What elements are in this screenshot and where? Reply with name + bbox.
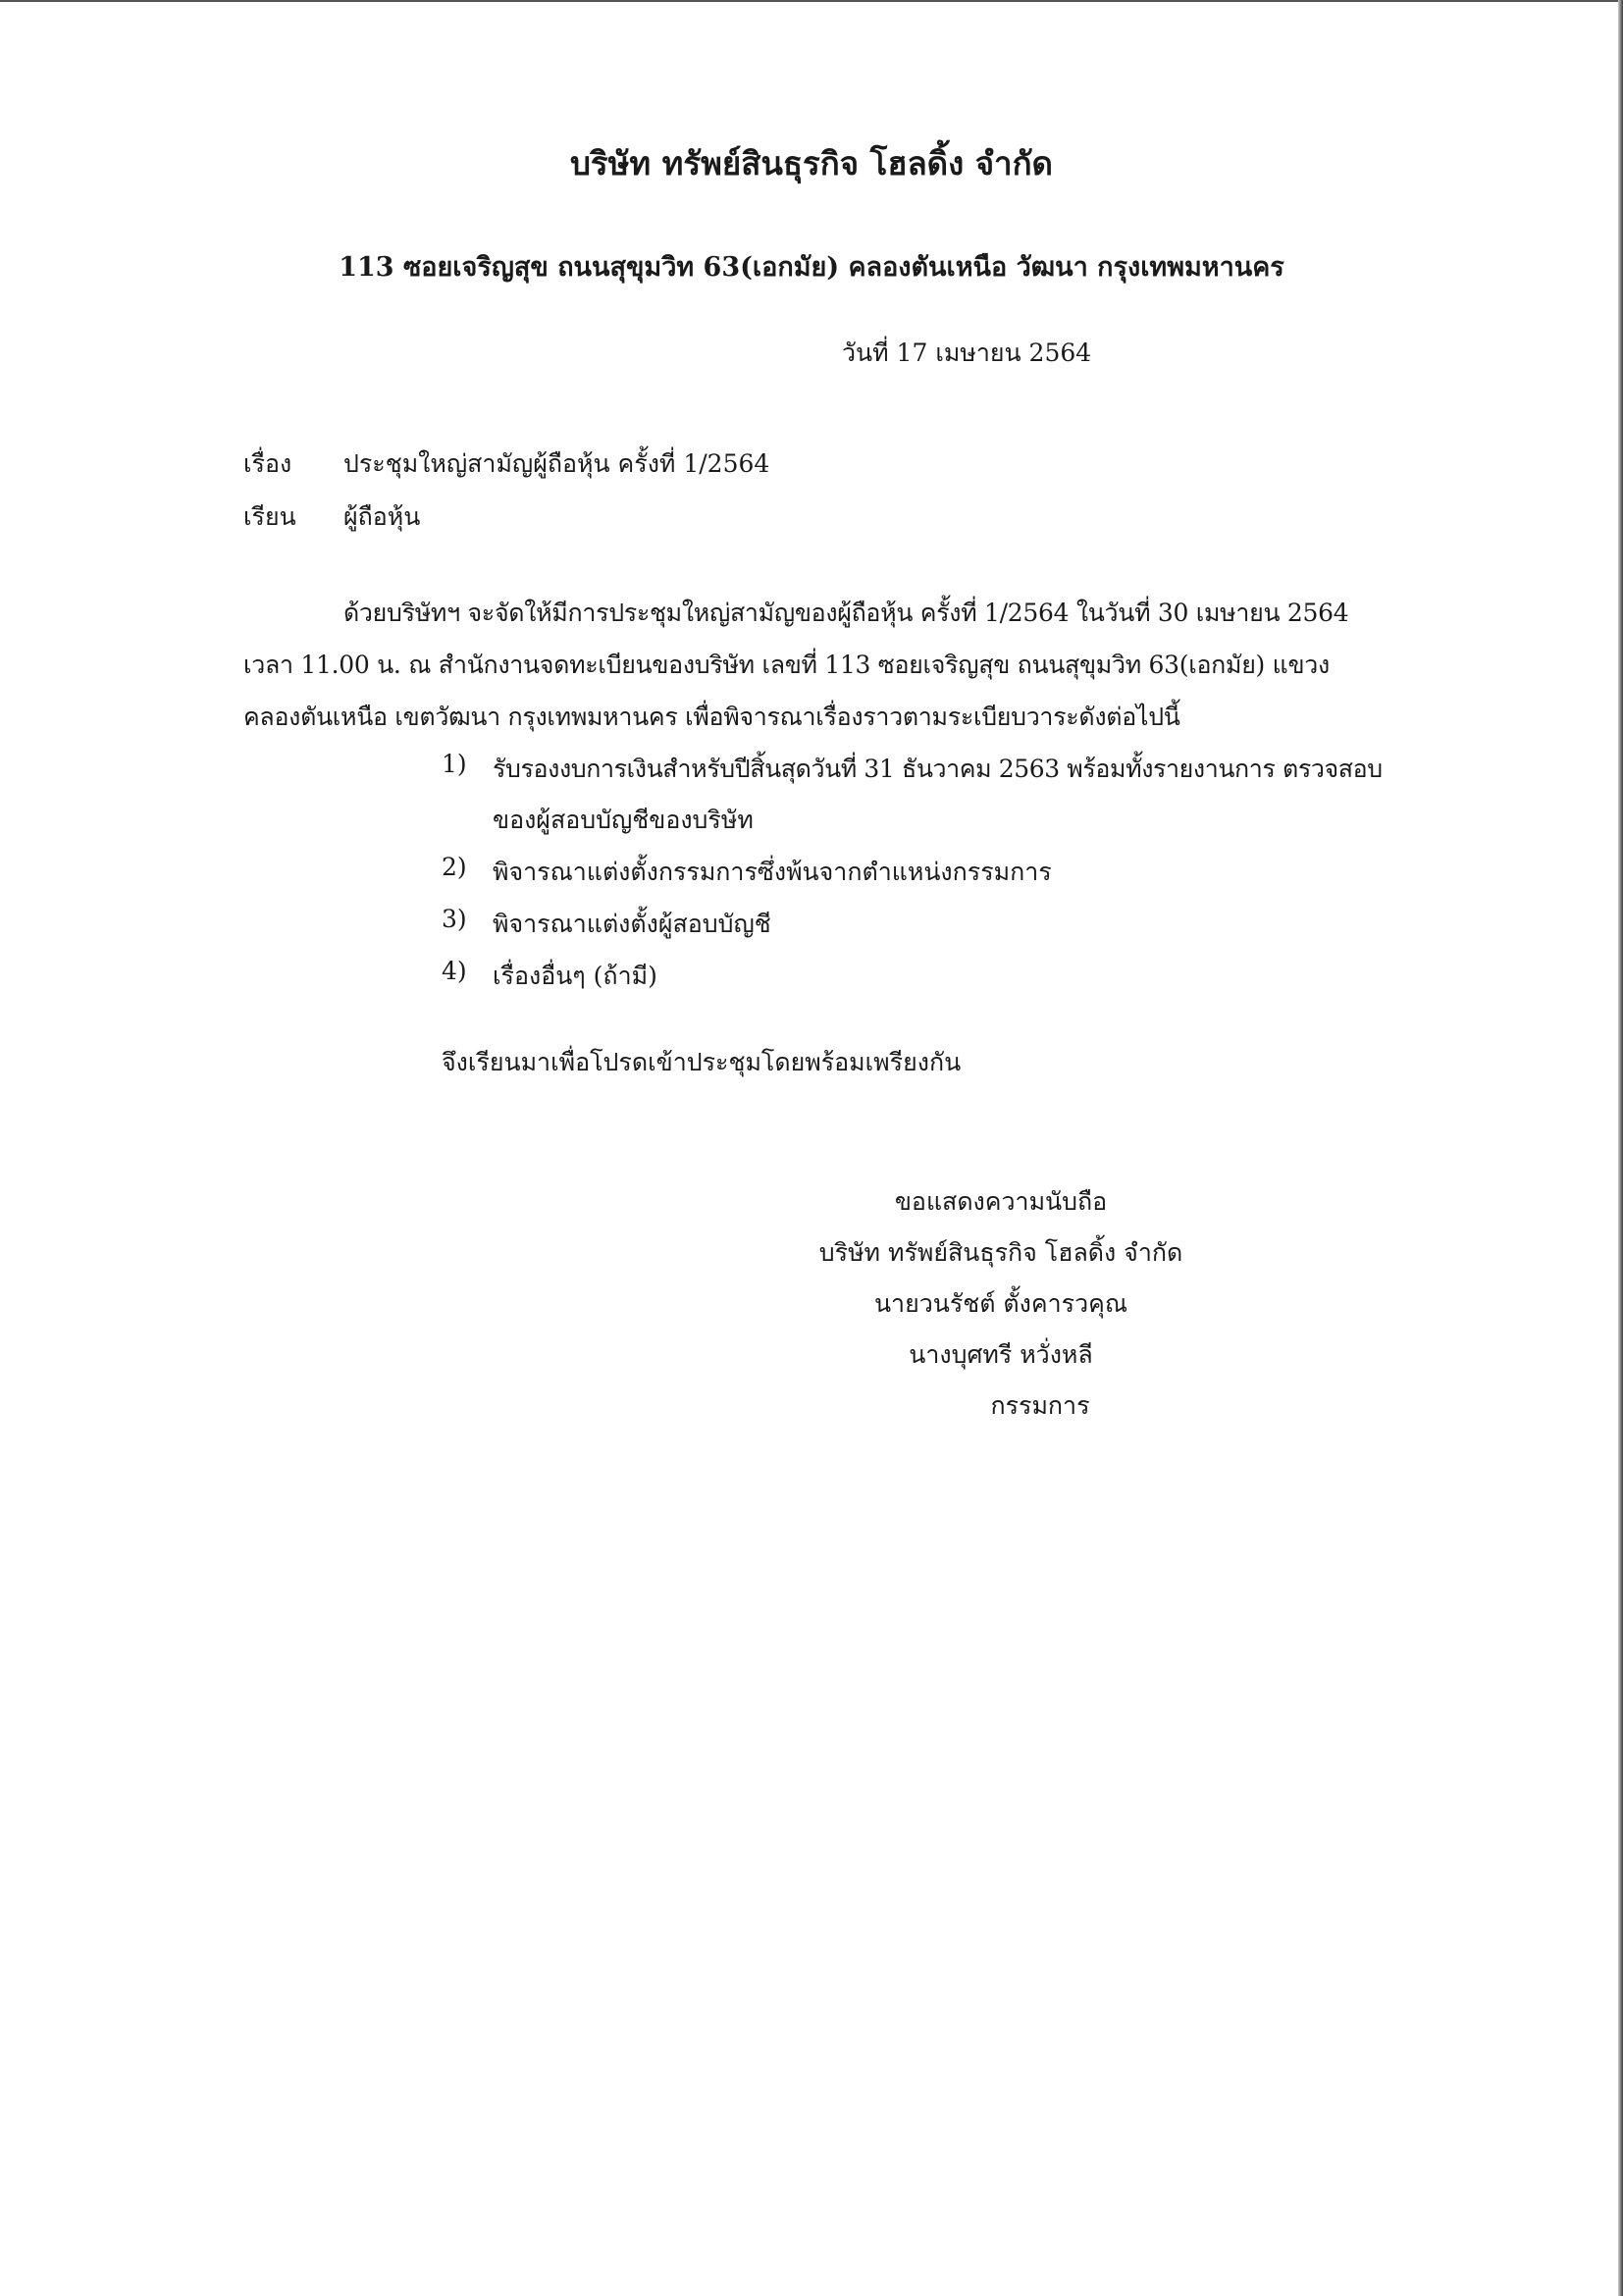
recipient-value: ผู้ถือหุ้น [343, 502, 421, 531]
company-name: บริษัท ทรัพย์สินธุรกิจ โฮลดิ้ง จำกัด [569, 144, 1053, 183]
agenda-item-text: รับรองงบการเงินสำหรับปีสิ้นสุดวันที่ 31 ธันวาคม 2563 พร้อมทั้งรายงานการ ตรวจสอบ [493, 755, 1383, 783]
signature-regards: ขอแสดงความนับถือ [894, 1187, 1108, 1216]
subject-label: เรื่อง [243, 449, 292, 478]
body-line-3: คลองตันเหนือ เขตวัฒนา กรุงเทพมหานคร เพื่อพิจารณาเรื่องราวตามระเบียบวาระดังต่อไปนี้ [243, 703, 1180, 731]
closing-sentence: จึงเรียนมาเพื่อโปรดเข้าประชุมโดยพร้อมเพรียงกัน [442, 1048, 962, 1076]
agenda-item-number: 3) [442, 905, 467, 933]
company-address: 113 ซอยเจริญสุข ถนนสุขุมวิท 63(เอกมัย) คลองตันเหนือ วัฒนา กรุงเทพมหานคร [339, 252, 1284, 283]
agenda-item-number: 1) [442, 750, 467, 778]
agenda-item-text: พิจารณาแต่งตั้งผู้สอบบัญชี [493, 910, 771, 938]
page-right-edge [1618, 0, 1623, 2296]
agenda-item-text: พิจารณาแต่งตั้งกรรมการซึ่งพ้นจากตำแหน่งกรรมการ [493, 858, 1052, 886]
signer-name-2: นางบุศทรี หวั่งหลี [909, 1340, 1093, 1369]
subject-value: ประชุมใหญ่สามัญผู้ถือหุ้น ครั้งที่ 1/2564 [343, 449, 770, 478]
agenda-item-continuation: ของผู้สอบบัญชีของบริษัท [493, 806, 754, 834]
signer-title: กรรมการ [990, 1391, 1090, 1420]
signature-company: บริษัท ทรัพย์สินธุรกิจ โฮลดิ้ง จำกัด [818, 1238, 1183, 1267]
letter-date: วันที่ 17 เมษายน 2564 [842, 339, 1092, 367]
recipient-label: เรียน [243, 502, 296, 531]
agenda-item-number: 2) [442, 853, 467, 881]
page-top-edge [0, 0, 1623, 2]
body-line-1: ด้วยบริษัทฯ จะจัดให้มีการประชุมใหญ่สามัญของผู้ถือหุ้น ครั้งที่ 1/2564 ในวันที่ 30 เมษายน 2564 [343, 599, 1349, 627]
body-line-2: เวลา 11.00 น. ณ สำนักงานจดทะเบียนของบริษัท เลขที่ 113 ซอยเจริญสุข ถนนสุขุมวิท 63(เอกมัย) แขวง [243, 651, 1330, 679]
agenda-item-text: เรื่องอื่นๆ (ถ้ามี) [493, 962, 657, 990]
signer-name-1: นายวนรัชต์ ตั้งคารวคุณ [873, 1289, 1128, 1318]
agenda-item-number: 4) [442, 957, 467, 985]
